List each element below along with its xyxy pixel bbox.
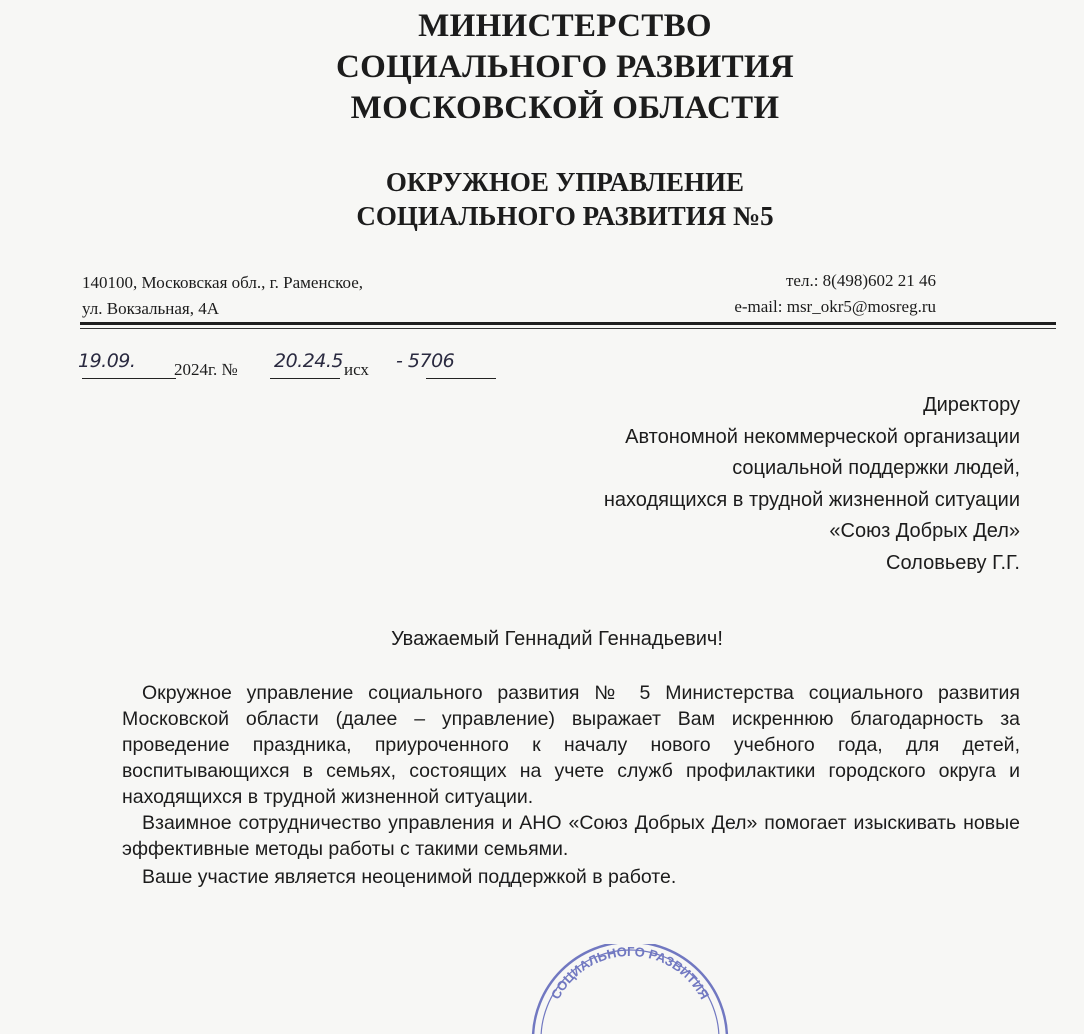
- phone-text: тел.: 8(498)602 21 46: [785, 271, 936, 290]
- recipient-line: Автономной некоммерческой организации: [625, 425, 1020, 448]
- recipient-line: Соловьеву Г.Г.: [886, 551, 1020, 574]
- header-divider-thick: [80, 322, 1056, 325]
- address-block: [82, 270, 363, 322]
- department-title: [280, 165, 850, 233]
- date-underline: [82, 378, 176, 379]
- recipient-line: Директору: [923, 394, 1020, 416]
- reg-underline: [426, 378, 496, 379]
- recipient-line: социальной поддержки людей,: [732, 457, 1020, 479]
- stamp-seal-icon: [533, 944, 727, 1034]
- official-stamp: [525, 944, 735, 1034]
- year-label: 2024г. №: [174, 360, 238, 379]
- letter-body: [122, 680, 1020, 890]
- body-paragraph: Ваше участие является неоценимой поддержкой в работе.: [142, 866, 677, 888]
- body-paragraph: Окружное управление социального развития № 5 Министерства социального развития Московской области (далее – управление) выражает Вам искреннюю благодарность за проведение праздника, приуроченного к началу нового учебного года, для детей, воспитывающихся в семьях, состоящих на учете служб профилактики городского округа и находящихся в трудной жизненной ситуации.: [122, 682, 1020, 808]
- outgoing-suffix: исх: [344, 360, 369, 379]
- number-underline: [270, 378, 340, 379]
- contact-block: [734, 268, 936, 320]
- handwritten-date: 19.09.: [78, 350, 136, 372]
- address-line: 140100, Московская обл., г. Раменское,: [82, 273, 364, 292]
- ministry-line: МИНИСТЕРСТВО: [418, 8, 712, 44]
- recipient-line: «Союз Добрых Дел»: [829, 520, 1020, 542]
- greeting: [0, 628, 1084, 651]
- recipient-block: [604, 390, 1020, 579]
- department-line: СОЦИАЛЬНОГО РАЗВИТИЯ №5: [356, 201, 774, 231]
- greeting-text: Уважаемый Геннадий Геннадьевич!: [391, 628, 723, 650]
- email-text: e-mail: msr_okr5@mosreg.ru: [734, 297, 936, 316]
- body-paragraph: Взаимное сотрудничество управления и АНО «Союз Добрых Дел» помогает изыскивать новые эффективные методы работы с такими семьями.: [122, 812, 1020, 860]
- handwritten-number: 20.24.5: [274, 350, 344, 372]
- address-line: ул. Вокзальная, 4А: [82, 299, 219, 318]
- outgoing-number-line: [78, 348, 518, 388]
- ministry-line: МОСКОВСКОЙ ОБЛАСТИ: [350, 90, 780, 126]
- stamp-text: СОЦИАЛЬНОГО РАЗВИТИЯ: [547, 944, 713, 1002]
- handwritten-reg-number: - 5706: [396, 350, 455, 372]
- department-line: ОКРУЖНОЕ УПРАВЛЕНИЕ: [385, 167, 745, 197]
- ministry-title: [280, 6, 850, 129]
- recipient-line: находящихся в трудной жизненной ситуации: [603, 488, 1020, 511]
- header-divider-thin: [80, 328, 1056, 329]
- ministry-line: СОЦИАЛЬНОГО РАЗВИТИЯ: [335, 49, 795, 85]
- stamp-inner-ring: [541, 950, 719, 1034]
